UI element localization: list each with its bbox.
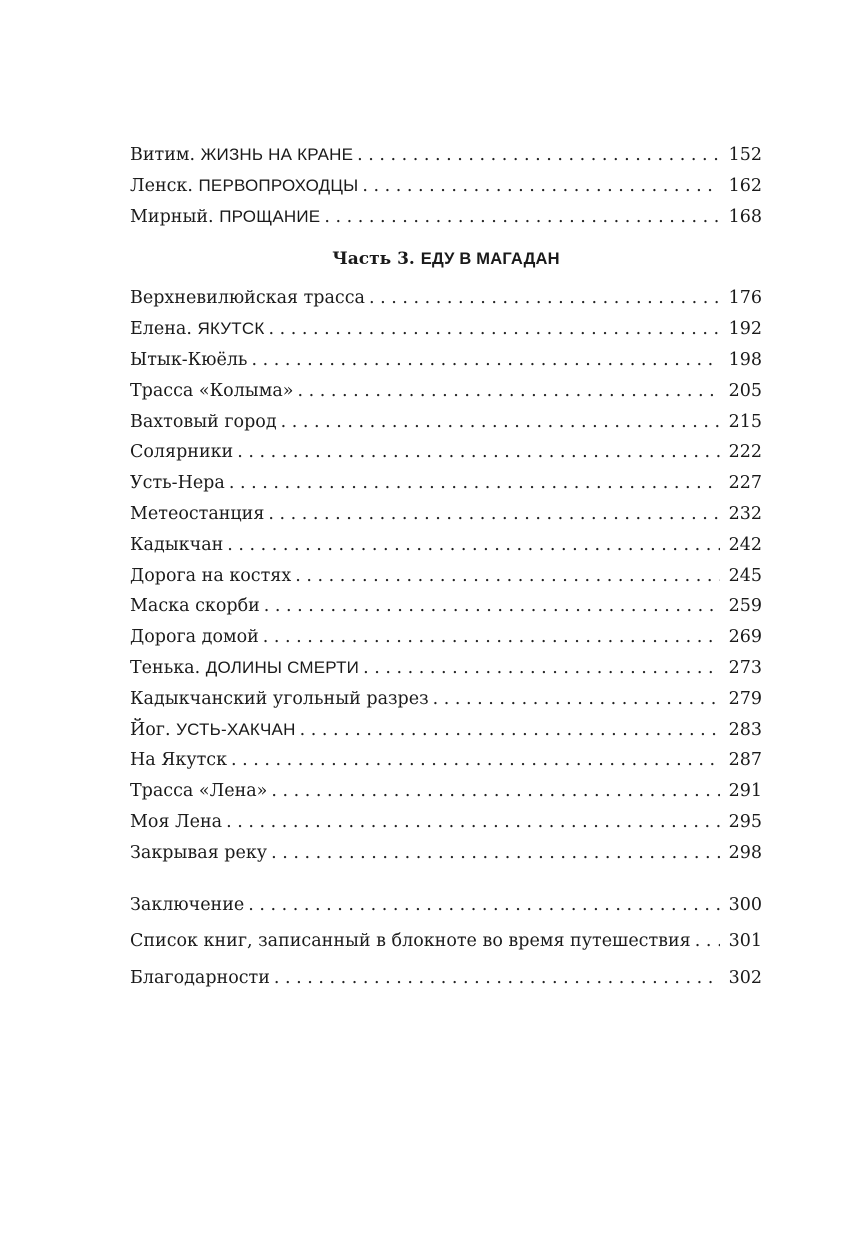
toc-entry-caps-title: ПРОЩАНИЕ [219, 206, 321, 226]
toc-entry [130, 838, 762, 869]
toc-entry [130, 468, 762, 499]
toc-entry [130, 745, 762, 776]
toc-entry-title [130, 960, 270, 997]
dot-leader [295, 561, 720, 592]
toc-entry-page-number: 162 [728, 175, 762, 196]
toc-entry-place: Список книг, записанный в блокноте во время путешествия [130, 931, 691, 952]
toc-entry [130, 171, 762, 202]
toc-entry [130, 960, 762, 997]
toc-entry-page-number: 215 [728, 411, 762, 432]
dot-leader [227, 530, 720, 561]
toc-entry-caps-title: ЯКУТСК [197, 319, 265, 339]
toc-entry-place: Солярники [130, 442, 234, 463]
dot-leader [268, 314, 720, 345]
toc-entry-place: Верхневилюйская трасса [130, 288, 365, 309]
toc-entry-place: На Якутск [130, 750, 228, 771]
part-3-title: ЕДУ В МАГАДАН [420, 250, 560, 269]
toc-entry [130, 807, 762, 838]
toc-entry-page-number: 302 [728, 967, 762, 988]
dot-leader [363, 653, 720, 684]
dot-leader [300, 715, 720, 746]
toc-entry-title [130, 407, 277, 438]
dot-leader [231, 745, 720, 776]
toc-entry [130, 887, 762, 924]
toc-entry-page-number: 295 [728, 811, 762, 832]
toc-entry-page-number: 298 [728, 842, 762, 863]
toc-entry-title [130, 530, 223, 561]
dot-leader [298, 376, 721, 407]
toc-entry-page-number: 152 [728, 145, 762, 165]
toc-entry-title [130, 591, 260, 622]
toc-section-before [130, 140, 762, 232]
toc-entry-place: Благодарности [130, 967, 270, 988]
toc-entry-title [130, 807, 222, 838]
toc-entry-title [130, 653, 359, 684]
toc-entry-page-number: 291 [728, 781, 762, 802]
toc-entry-title [130, 684, 429, 715]
toc-entry-place: Кадыкчан [130, 534, 224, 555]
part-3-label: Часть 3. [332, 249, 415, 270]
toc-entry-place: Дорога на костях [130, 565, 292, 586]
toc-entry-caps-title: ДОЛИНЫ СМЕРТИ [205, 657, 360, 677]
toc-entry-place: Тенька. [130, 657, 201, 678]
table-of-contents [130, 140, 762, 996]
toc-entry-page-number: 198 [728, 349, 762, 370]
toc-entry-page-number: 259 [728, 596, 762, 617]
toc-entry-place: Ленск. [130, 175, 193, 196]
toc-entry [130, 561, 762, 592]
toc-entry-page-number: 300 [728, 894, 762, 915]
toc-entry-place: Кадыкчанский угольный разрез [130, 688, 429, 709]
toc-entry [130, 684, 762, 715]
toc-entry-page-number: 192 [728, 319, 762, 340]
toc-entry [130, 407, 762, 438]
toc-entry-title [130, 376, 294, 407]
dot-leader [274, 960, 720, 997]
toc-entry-page-number: 222 [728, 442, 762, 463]
toc-entry-place: Йог. [130, 719, 171, 740]
toc-entry-title [130, 887, 244, 924]
toc-entry-title [130, 622, 259, 653]
toc-entry-place: Мирный. [130, 206, 214, 227]
toc-section-end [130, 887, 762, 997]
dot-leader [237, 437, 720, 468]
toc-entry-place: Усть-Нера [130, 473, 225, 494]
dot-leader [281, 407, 720, 438]
toc-entry-place: Маска скорби [130, 596, 260, 617]
toc-entry-title [130, 437, 233, 468]
toc-entry [130, 776, 762, 807]
dot-leader [362, 171, 720, 202]
toc-entry-page-number: 245 [728, 565, 762, 586]
toc-entry [130, 283, 762, 314]
toc-entry [130, 140, 762, 171]
toc-entry-title [130, 140, 353, 171]
dot-leader [251, 345, 720, 376]
toc-entry [130, 653, 762, 684]
section-spacer [130, 869, 762, 887]
toc-entry-page-number: 301 [728, 931, 762, 952]
toc-entry-title [130, 314, 264, 345]
toc-entry [130, 345, 762, 376]
toc-entry-title [130, 715, 296, 746]
toc-entry [130, 715, 762, 746]
dot-leader [271, 838, 720, 869]
toc-entry-page-number: 227 [728, 473, 762, 494]
toc-entry-title [130, 171, 358, 202]
toc-entry-page-number: 273 [728, 657, 762, 678]
toc-entry-title [130, 776, 267, 807]
dot-leader [248, 887, 720, 924]
toc-entry-page-number: 283 [728, 719, 762, 740]
toc-entry-title [130, 745, 227, 776]
dot-leader [433, 684, 720, 715]
toc-entry-page-number: 176 [728, 288, 762, 309]
toc-entry-page-number: 269 [728, 627, 762, 648]
toc-entry-title [130, 345, 247, 376]
dot-leader [268, 499, 720, 530]
toc-entry-page-number: 242 [728, 534, 762, 555]
toc-entry-place: Дорога домой [130, 627, 259, 648]
toc-section-part-3 [130, 283, 762, 868]
toc-entry-page-number: 279 [728, 688, 762, 709]
toc-entry-title [130, 468, 225, 499]
toc-entry-caps-title: ПЕРВОПРОХОДЦЫ [198, 175, 359, 195]
toc-entry-title [130, 202, 320, 233]
dot-leader [695, 923, 720, 960]
toc-entry-page-number: 232 [728, 503, 762, 524]
toc-entry [130, 376, 762, 407]
toc-entry-page-number: 287 [728, 750, 762, 771]
toc-entry [130, 591, 762, 622]
dot-leader [324, 202, 720, 233]
toc-entry [130, 499, 762, 530]
toc-entry-place: Витим. [130, 145, 196, 165]
dot-leader [271, 776, 720, 807]
toc-entry-place: Закрывая реку [130, 842, 268, 863]
toc-entry-title [130, 561, 291, 592]
toc-entry-place: Моя Лена [130, 811, 223, 832]
toc-entry-place: Заключение [130, 894, 245, 915]
toc-entry-page-number: 205 [728, 380, 762, 401]
toc-entry-place: Елена. [130, 319, 192, 340]
toc-entry-page-number: 168 [728, 206, 762, 227]
toc-entry [130, 530, 762, 561]
dot-leader [369, 283, 720, 314]
toc-entry-title [130, 283, 365, 314]
toc-entry-caps-title: УСТЬ-ХАКЧАН [176, 719, 296, 739]
toc-entry-place: Трасса «Лена» [130, 781, 268, 802]
toc-entry-title [130, 838, 267, 869]
toc-entry-caps-title: ЖИЗНЬ НА КРАНЕ [200, 145, 354, 164]
toc-entry-place: Вахтовый город [130, 411, 277, 432]
toc-entry-place: Трасса «Колыма» [130, 380, 294, 401]
toc-entry [130, 202, 762, 233]
dot-leader [263, 622, 720, 653]
toc-entry-title [130, 923, 691, 960]
toc-entry [130, 622, 762, 653]
toc-entry [130, 437, 762, 468]
part-3-heading [130, 235, 762, 283]
toc-entry-place: Метеостанция [130, 503, 265, 524]
dot-leader [229, 468, 720, 499]
dot-leader [226, 807, 720, 838]
dot-leader [357, 140, 720, 171]
toc-entry-place: Ытык-Кюёль [130, 349, 248, 370]
toc-entry [130, 314, 762, 345]
toc-entry-title [130, 499, 264, 530]
toc-entry [130, 923, 762, 960]
dot-leader [264, 591, 720, 622]
